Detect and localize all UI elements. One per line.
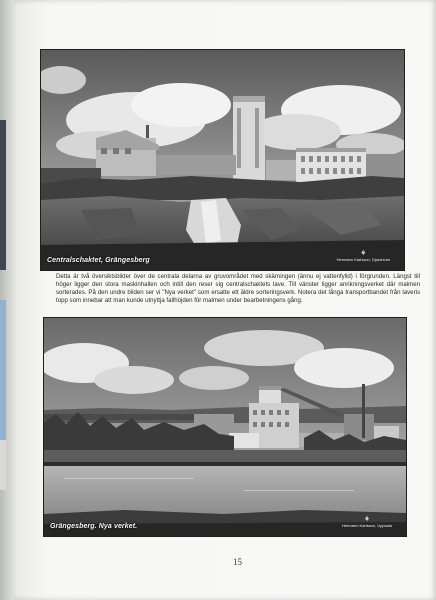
top-photo-illustration xyxy=(41,50,404,270)
top-photo-caption: Centralschaktet, Grängesberg xyxy=(47,257,150,264)
bottom-photo-stamp-text: Hermann Karlsson, Uppsala xyxy=(341,523,392,528)
scan-edge-strip xyxy=(0,300,6,440)
bottom-photo-illustration xyxy=(44,318,406,536)
bottom-photo-stamp xyxy=(342,518,392,528)
bottom-photo-caption: Grängesberg. Nya verket. xyxy=(50,523,138,530)
publisher-logo-icon: ⚘ xyxy=(360,251,367,257)
bottom-photo xyxy=(43,317,407,537)
scan-edge-strip xyxy=(0,440,6,490)
top-photo-stamp-text: Hermann Karlsson, Djursholm xyxy=(336,257,390,262)
page-number: 15 xyxy=(233,557,242,567)
publisher-logo-icon: ⚘ xyxy=(364,517,370,523)
top-photo xyxy=(40,49,405,271)
book-page xyxy=(14,0,436,600)
top-photo-stamp xyxy=(337,252,390,262)
scan-edge-strip xyxy=(0,120,6,270)
body-text: Detta är två översiktsbilder över de centrala delarna av gruvområdet med skärningen (ännu ej vattenfylld) i förgrunden. Längst till höger ligger den stora maskinhallen och intill den reser sig centralschaktets lave. Till vänster ligger anrikningsverket där malmen sorterades. På den undre bilden ser vi "Nya verket" som ersatte ett äldre sorteringsverk. Notera det långa transportbandet från laveris topp som innebar att man kunde utnyttja fallhöjden för malmen under bearbetningens gång. xyxy=(56,273,420,304)
